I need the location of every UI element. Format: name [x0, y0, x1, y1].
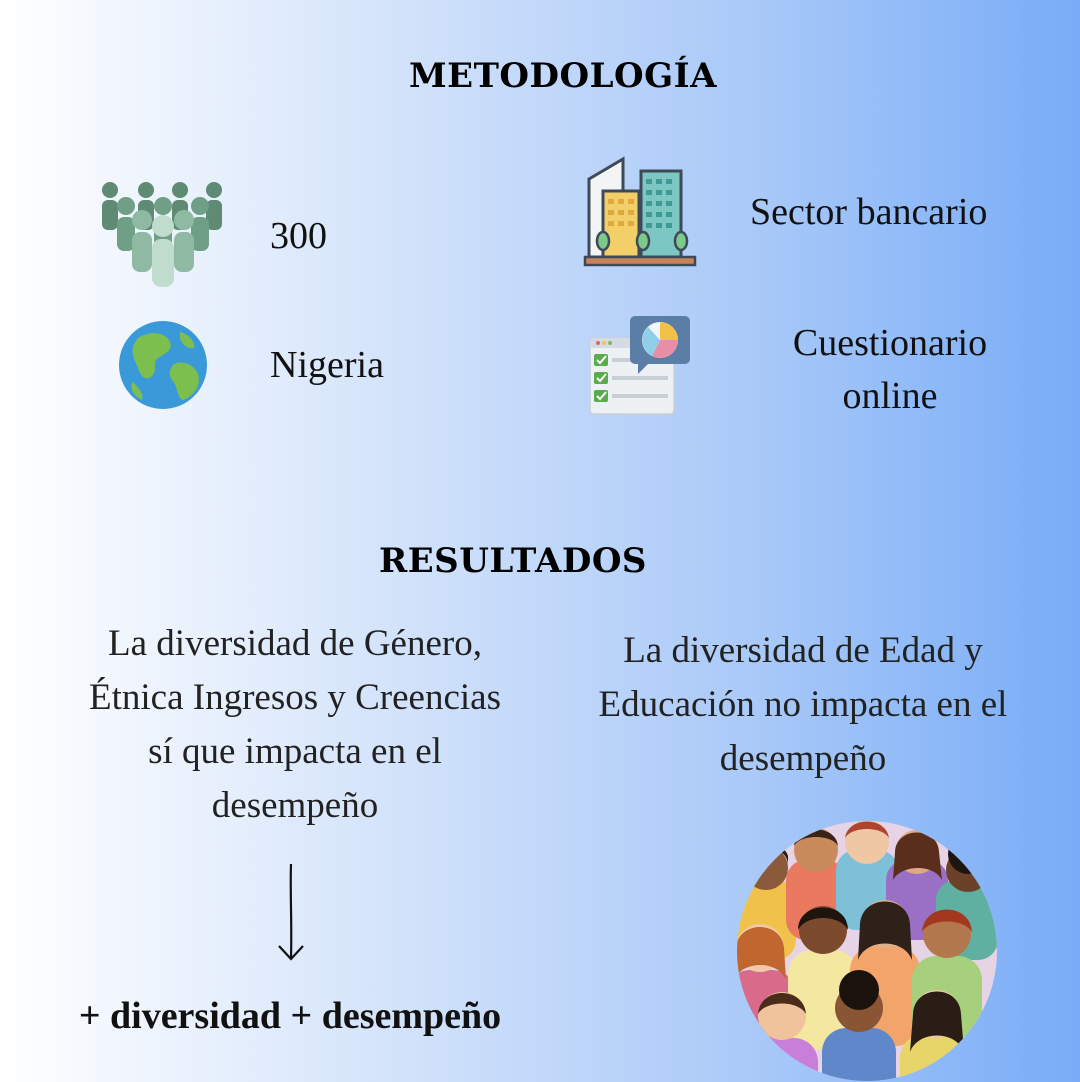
buildings-icon	[583, 155, 697, 269]
method-label-line-1: Cuestionario	[792, 322, 988, 364]
result-left-line-2: Étnica Ingresos y Creencias	[89, 677, 501, 718]
country-label: Nigeria	[270, 344, 384, 386]
result-left	[40, 617, 550, 833]
survey-chart-icon	[588, 314, 692, 418]
result-right-line-2: Educación no impacta en el	[598, 684, 1008, 725]
participants-count: 300	[270, 215, 327, 257]
people-group-icon	[100, 180, 226, 290]
method-label-line-2: online	[842, 375, 938, 417]
methodology-heading: METODOLOGÍA	[409, 56, 717, 96]
arrow-down-icon	[276, 862, 306, 962]
diverse-people-illustration	[736, 820, 998, 1082]
globe-icon	[118, 320, 208, 410]
conclusion-text: + diversidad + desempeño	[78, 995, 502, 1037]
result-left-line-4: desempeño	[211, 785, 379, 826]
result-left-line-3: sí que impacta en el	[148, 731, 442, 772]
result-left-line-1: La diversidad de Género,	[108, 623, 482, 664]
result-right	[553, 624, 1053, 786]
method-label	[770, 317, 1010, 423]
result-right-line-3: desempeño	[719, 738, 887, 779]
results-heading: RESULTADOS	[379, 541, 647, 581]
sector-label: Sector bancario	[750, 191, 988, 233]
result-right-line-1: La diversidad de Edad y	[623, 630, 983, 671]
